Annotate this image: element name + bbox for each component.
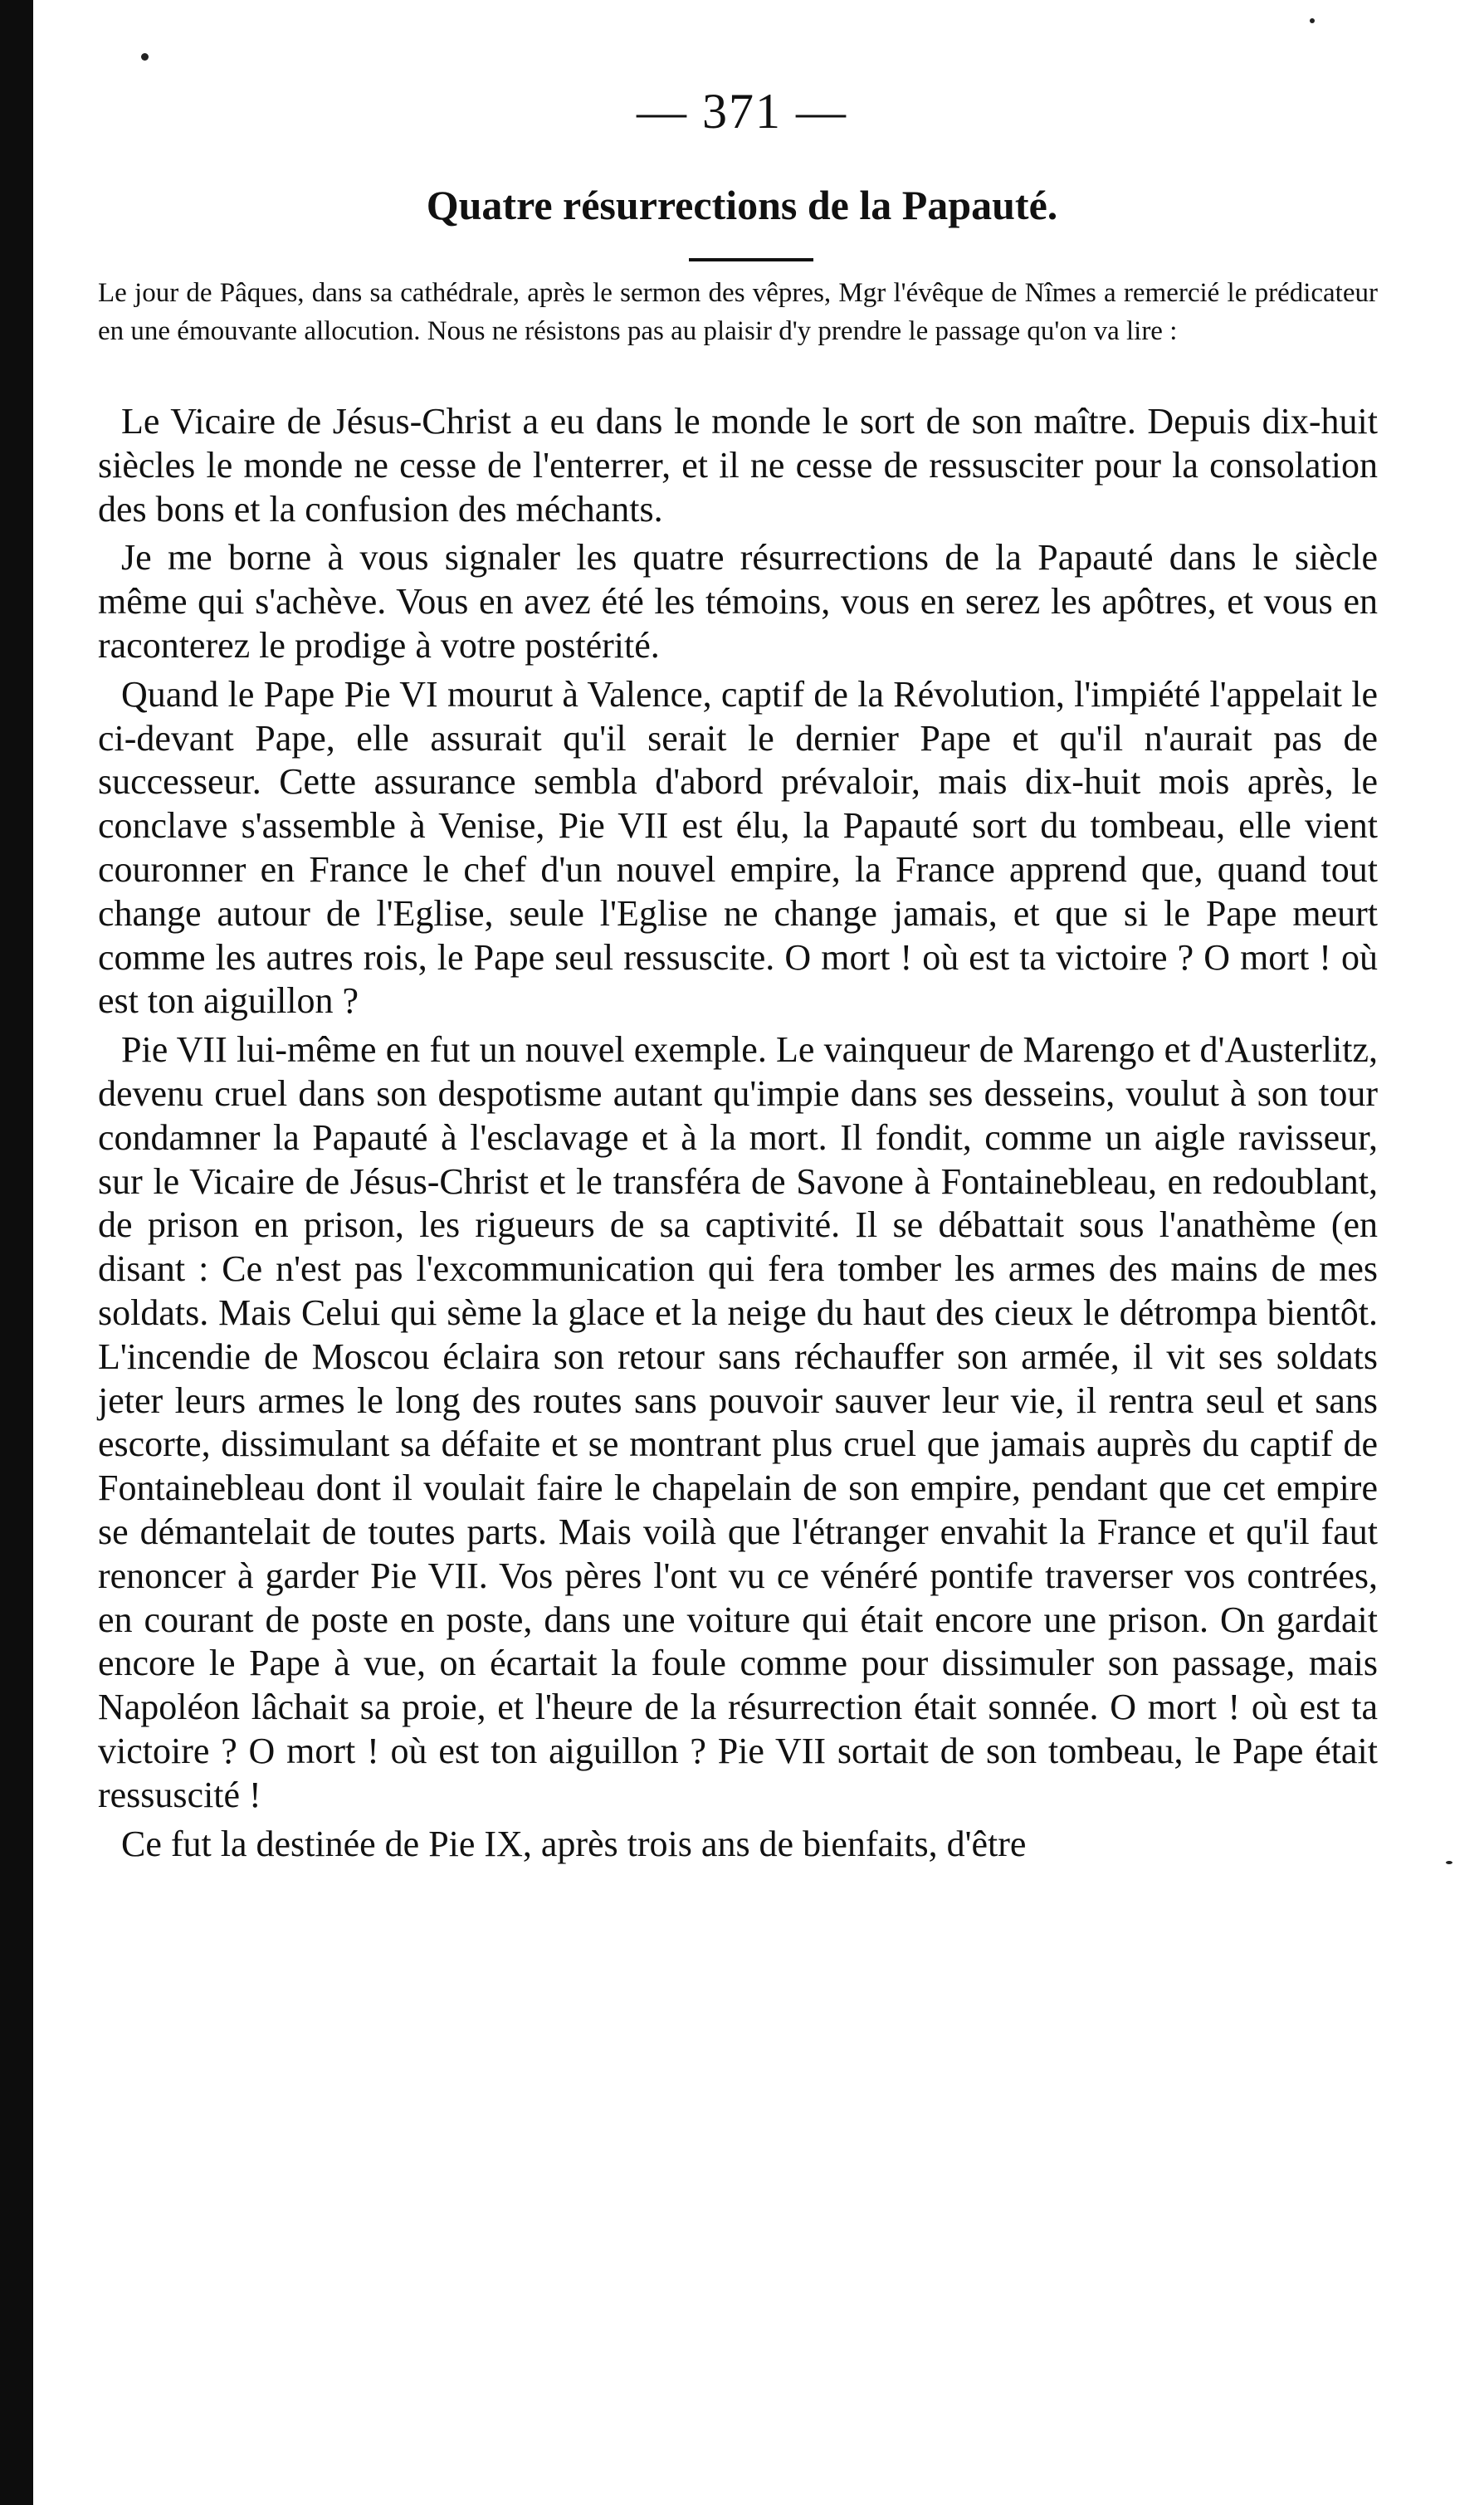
body-paragraph: Pie VII lui-même en fut un nouvel exemple. Le vainqueur de Marengo et d'Austerlitz, devenu cruel dans son despotisme autant qu'impie dans ses desseins, voulut à son tour condamner la Papauté à l'esclavage et à la mort. Il fondit, comme un aigle ravisseur, sur le Vicaire de Jésus-Christ et le transféra de Savone à Fontainebleau, en redoublant, de prison en prison, les rigueurs de sa captivité. Il se débattait sous l'anathème (en disant : Ce n'est pas l'excommunication qui fera tomber les armes des mains de mes soldats. Mais Celui qui sème la glace et la neige du haut des cieux le détrompa bientôt. L'incendie de Moscou éclaira son retour sans réchauffer son armée, il vit ses soldats jeter leurs armes le long des routes sans pouvoir sauver leur vie, il rentra seul et sans escorte, dissimulant sa défaite et se montrant plus cruel que jamais auprès du captif de Fontainebleau dont il voulait faire le chapelain de son empire, pendant que cet empire se démantelait de toutes parts. Mais voilà que l'étranger envahit la France et qu'il faut renoncer à garder Pie VII. Vos pères l'ont vu ce vénéré pontife traverser vos contrées, en courant de poste en poste, dans une voiture qui était encore une prison. On gardait encore le Pape à vue, on écartait la foule comme pour dissimuler son passage, mais Napoléon lâchait sa proie, et l'heure de la résurrection était sonnée. O mort ! où est ta victoire ? O mort ! où est ton aiguillon ? Pie VII sortait de son tombeau, le Pape était ressuscité !: [98, 1029, 1378, 1815]
article-body: [98, 400, 1378, 1871]
scan-speck: [141, 53, 149, 61]
body-paragraph: Quand le Pape Pie VI mourut à Valence, captif de la Révolution, l'impiété l'appelait le ci-devant Pape, elle assurait qu'il serait le dernier Pape et qu'il n'aurait pas de successeur. Cette assurance sembla d'abord prévaloir, mais dix-huit mois après, le conclave s'assemble à Venise, Pie VII est élu, la Papauté sort du tombeau, elle vient couronner en France le chef d'un nouvel empire, la France apprend que, quand tout change autour de l'Eglise, seule l'Eglise ne change jamais, et que si le Pape meurt comme les autres rois, le Pape seul ressuscite. O mort ! où est ta victoire ? O mort ! où est ton aiguillon ?: [98, 673, 1378, 1022]
body-paragraph: Le Vicaire de Jésus-Christ a eu dans le monde le sort de son maître. Depuis dix-huit siècles le monde ne cesse de l'enterrer, et il ne cesse de ressusciter pour la consolation des bons et la confusion des méchants.: [98, 401, 1378, 530]
title-divider: [689, 258, 813, 261]
page-edge-shadow: [0, 0, 33, 2505]
scan-speck: [1310, 18, 1315, 23]
page-title: Quatre résurrections de la Papauté.: [426, 182, 1058, 228]
page-number: — 371 —: [637, 84, 847, 139]
scan-speck: [1446, 1861, 1452, 1864]
body-paragraph: Je me borne à vous signaler les quatre résurrections de la Papauté dans le siècle même qui s'achève. Vous en avez été les témoins, vous en serez les apôtres, et vous en raconterez le prodige à votre postérité.: [98, 537, 1378, 666]
body-paragraph: Ce fut la destinée de Pie IX, après trois ans de bienfaits, d'être: [121, 1823, 1027, 1864]
intro-paragraph: Le jour de Pâques, dans sa cathédrale, après le sermon des vêpres, Mgr l'évêque de Nîmes a remercié le prédicateur en une émouvante allocution. Nous ne résistons pas au plaisir d'y prendre le passage qu'on va lire :: [98, 278, 1378, 346]
